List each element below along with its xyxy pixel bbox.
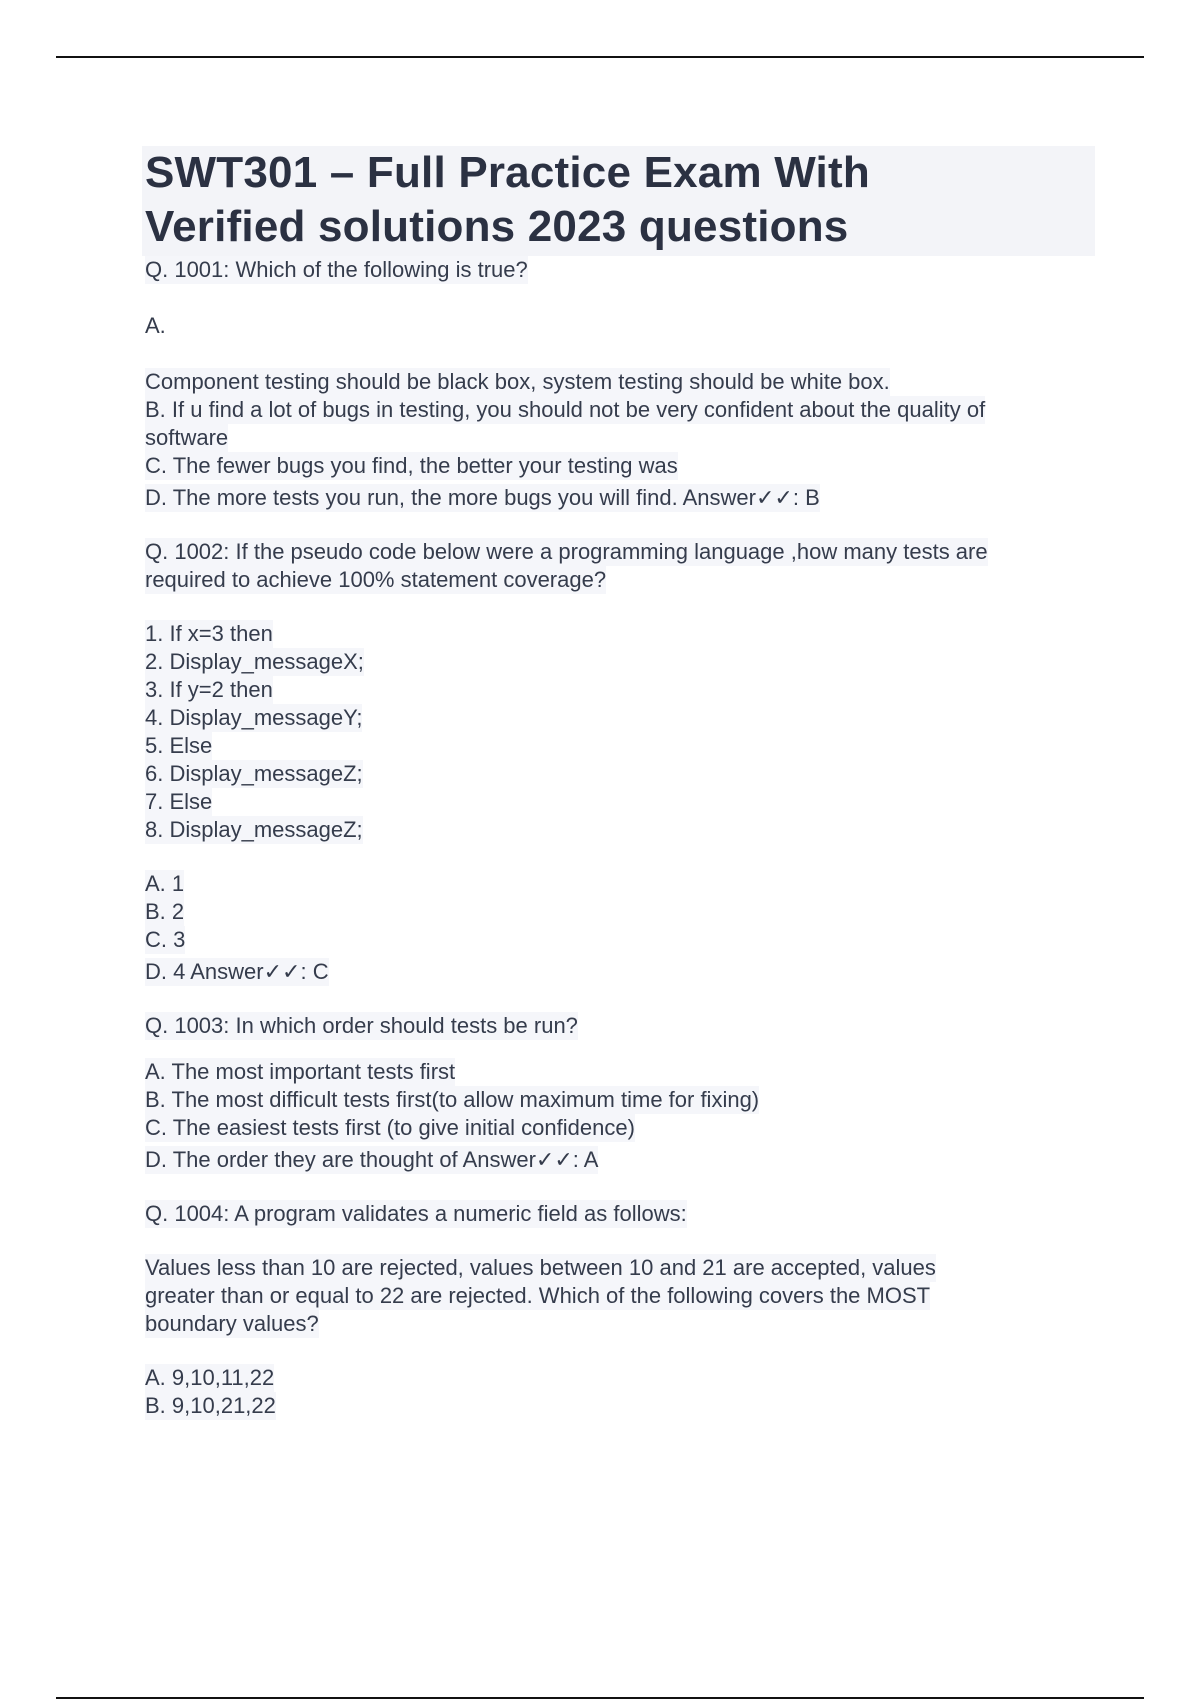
question-body-line-3: boundary values? bbox=[145, 1311, 319, 1336]
bottom-rule bbox=[56, 1697, 1144, 1699]
option-b: B. The most difficult tests first(to allow maximum time for fixing) bbox=[145, 1087, 760, 1112]
title-line-2: Verified solutions 2023 questions bbox=[145, 202, 849, 251]
question-prompt: Q. 1004: A program validates a numeric field as follows: bbox=[145, 1201, 687, 1226]
option-b-line-2: software bbox=[145, 425, 229, 450]
question-body-line-1: Values less than 10 are rejected, values between 10 and 21 are accepted, values bbox=[145, 1255, 936, 1280]
document-content bbox=[145, 146, 1095, 1420]
code-line: 1. If x=3 then bbox=[145, 621, 273, 646]
option-b: B. 2 bbox=[145, 899, 185, 924]
question-prompt-line-1: Q. 1002: If the pseudo code below were a programming language ,how many tests are bbox=[145, 539, 988, 564]
option-c: C. The fewer bugs you find, the better your testing was bbox=[145, 453, 678, 478]
code-line: 8. Display_messageZ; bbox=[145, 817, 363, 842]
question-prompt: Q. 1001: Which of the following is true? bbox=[145, 257, 528, 282]
option-c: C. 3 bbox=[145, 927, 186, 952]
option-d-with-answer: D. The more tests you run, the more bugs you will find. Answer✓✓: B bbox=[145, 485, 820, 510]
top-rule bbox=[56, 56, 1144, 58]
option-d-with-answer: D. The order they are thought of Answer✓✓: A bbox=[145, 1147, 599, 1172]
code-line: 6. Display_messageZ; bbox=[145, 761, 363, 786]
option-b-line-1: B. If u find a lot of bugs in testing, you should not be very confident about the quality of bbox=[145, 397, 986, 422]
code-line: 3. If y=2 then bbox=[145, 677, 273, 702]
question-prompt: Q. 1003: In which order should tests be run? bbox=[145, 1013, 578, 1038]
option-a: A. The most important tests first bbox=[145, 1059, 456, 1084]
option-c: C. The easiest tests first (to give initial confidence) bbox=[145, 1115, 635, 1140]
question-prompt-line-2: required to achieve 100% statement coverage? bbox=[145, 567, 607, 592]
option-a: A. 1 bbox=[145, 871, 185, 896]
question-1004 bbox=[145, 1200, 1095, 1420]
question-1001 bbox=[145, 256, 1095, 512]
pseudo-code bbox=[145, 620, 1095, 844]
option-a-text: Component testing should be black box, system testing should be white box. bbox=[145, 369, 890, 394]
question-body-line-2: greater than or equal to 22 are rejected. Which of the following covers the MOST bbox=[145, 1283, 931, 1308]
option-a: A. 9,10,11,22 bbox=[145, 1365, 275, 1390]
code-line: 7. Else bbox=[145, 789, 213, 814]
code-line: 2. Display_messageX; bbox=[145, 649, 364, 674]
option-b: B. 9,10,21,22 bbox=[145, 1393, 276, 1418]
document-title bbox=[142, 146, 1095, 256]
question-1003 bbox=[145, 1012, 1095, 1174]
question-1002 bbox=[145, 538, 1095, 986]
code-line: 5. Else bbox=[145, 733, 213, 758]
option-a-label: A. bbox=[145, 313, 166, 338]
option-d-with-answer: D. 4 Answer✓✓: C bbox=[145, 959, 329, 984]
title-line-1: SWT301 – Full Practice Exam With bbox=[145, 148, 870, 197]
code-line: 4. Display_messageY; bbox=[145, 705, 363, 730]
